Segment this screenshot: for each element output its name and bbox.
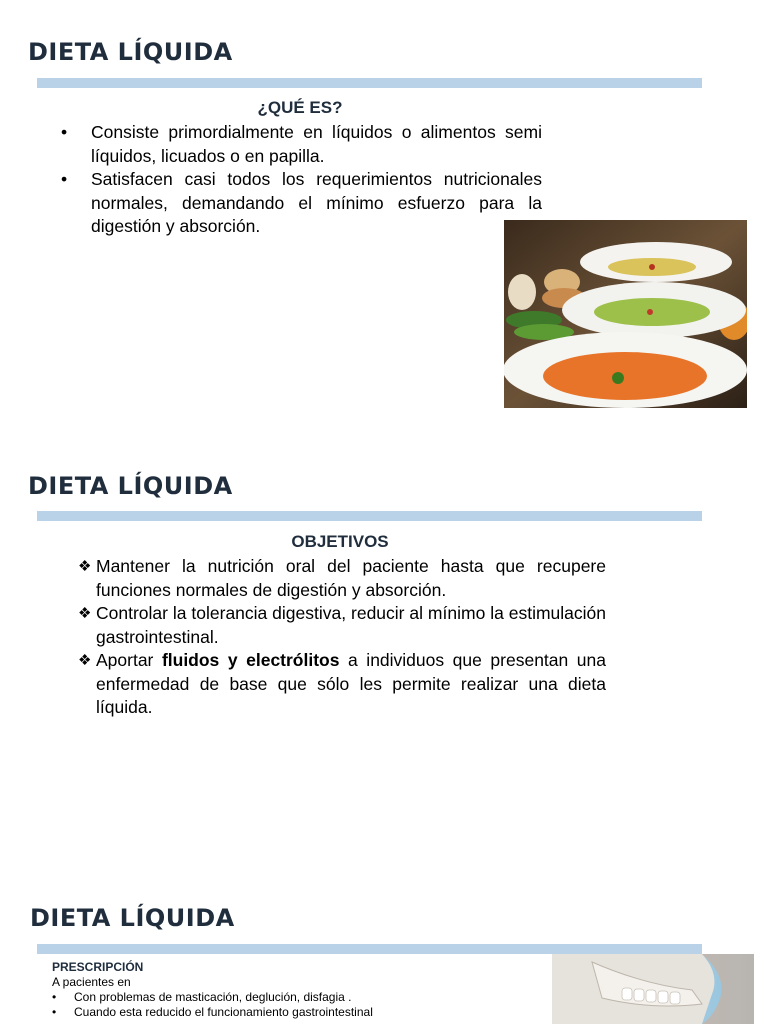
list-item-text-post: a individuos que presentan una enfermedad de base que sólo les permite realizar una dieta líquida.	[96, 650, 606, 717]
bullet-icon: •	[61, 169, 68, 189]
title-divider	[37, 511, 702, 521]
section-heading: OBJETIVOS	[291, 532, 389, 551]
list-item	[52, 1005, 512, 1020]
slide-title: DIETA LÍQUIDA	[28, 472, 233, 500]
slide-1	[0, 0, 768, 440]
diamond-bullet-icon: ❖	[78, 652, 92, 669]
section-heading: ¿QUÉ ES?	[257, 98, 343, 117]
soup-bowls-icon	[504, 220, 747, 408]
soup-bowls-photo	[504, 220, 747, 408]
section-heading: PRESCRIPCIÓN	[52, 960, 144, 974]
slide-title: DIETA LÍQUIDA	[28, 38, 233, 66]
title-divider	[37, 944, 702, 954]
diamond-bullet-icon: ❖	[78, 605, 92, 622]
list-item-text: Cuando esta reducido el funcionamiento gastrointestinal	[74, 1005, 373, 1019]
jaw-skull-illustration	[552, 954, 754, 1024]
list-item-text-pre: Aportar	[96, 650, 162, 670]
list-item	[61, 168, 542, 239]
list-item-text-bold: fluidos y electrólitos	[161, 650, 340, 670]
bullet-icon: •	[52, 1005, 57, 1019]
bullet-icon: •	[52, 990, 57, 1004]
intro-text: A pacientes en	[52, 975, 131, 989]
jaw-skull-icon	[552, 954, 754, 1024]
list-item	[52, 990, 512, 1005]
list-item-text: Consiste primordialmente en líquidos o alimentos semi líquidos, licuados o en papilla.	[91, 122, 542, 166]
diamond-bullet-icon: ❖	[78, 558, 92, 575]
list-item-text: Con problemas de masticación, deglución, disfagia .	[74, 990, 352, 1004]
list-item-text: Satisfacen casi todos los requerimientos nutricionales normales, demandando el mínimo esfuerzo para la digestión y absorción.	[91, 169, 542, 236]
definition-list	[61, 121, 542, 239]
objectives-list	[76, 555, 606, 720]
slide-2	[0, 440, 768, 880]
list-item-text: Mantener la nutrición oral del paciente hasta que recupere funciones normales de digestión y absorción.	[96, 556, 606, 600]
bullet-icon: •	[61, 122, 68, 142]
title-divider	[37, 78, 702, 88]
list-item	[76, 602, 606, 649]
list-item	[76, 555, 606, 602]
list-item	[76, 649, 606, 720]
list-item-text: Controlar la tolerancia digestiva, reducir al mínimo la estimulación gastrointestinal.	[96, 603, 606, 647]
slide-3	[0, 880, 768, 1024]
slide-title: DIETA LÍQUIDA	[30, 904, 235, 932]
prescription-list	[52, 990, 512, 1020]
list-item	[61, 121, 542, 168]
prescription-block	[52, 960, 512, 1020]
